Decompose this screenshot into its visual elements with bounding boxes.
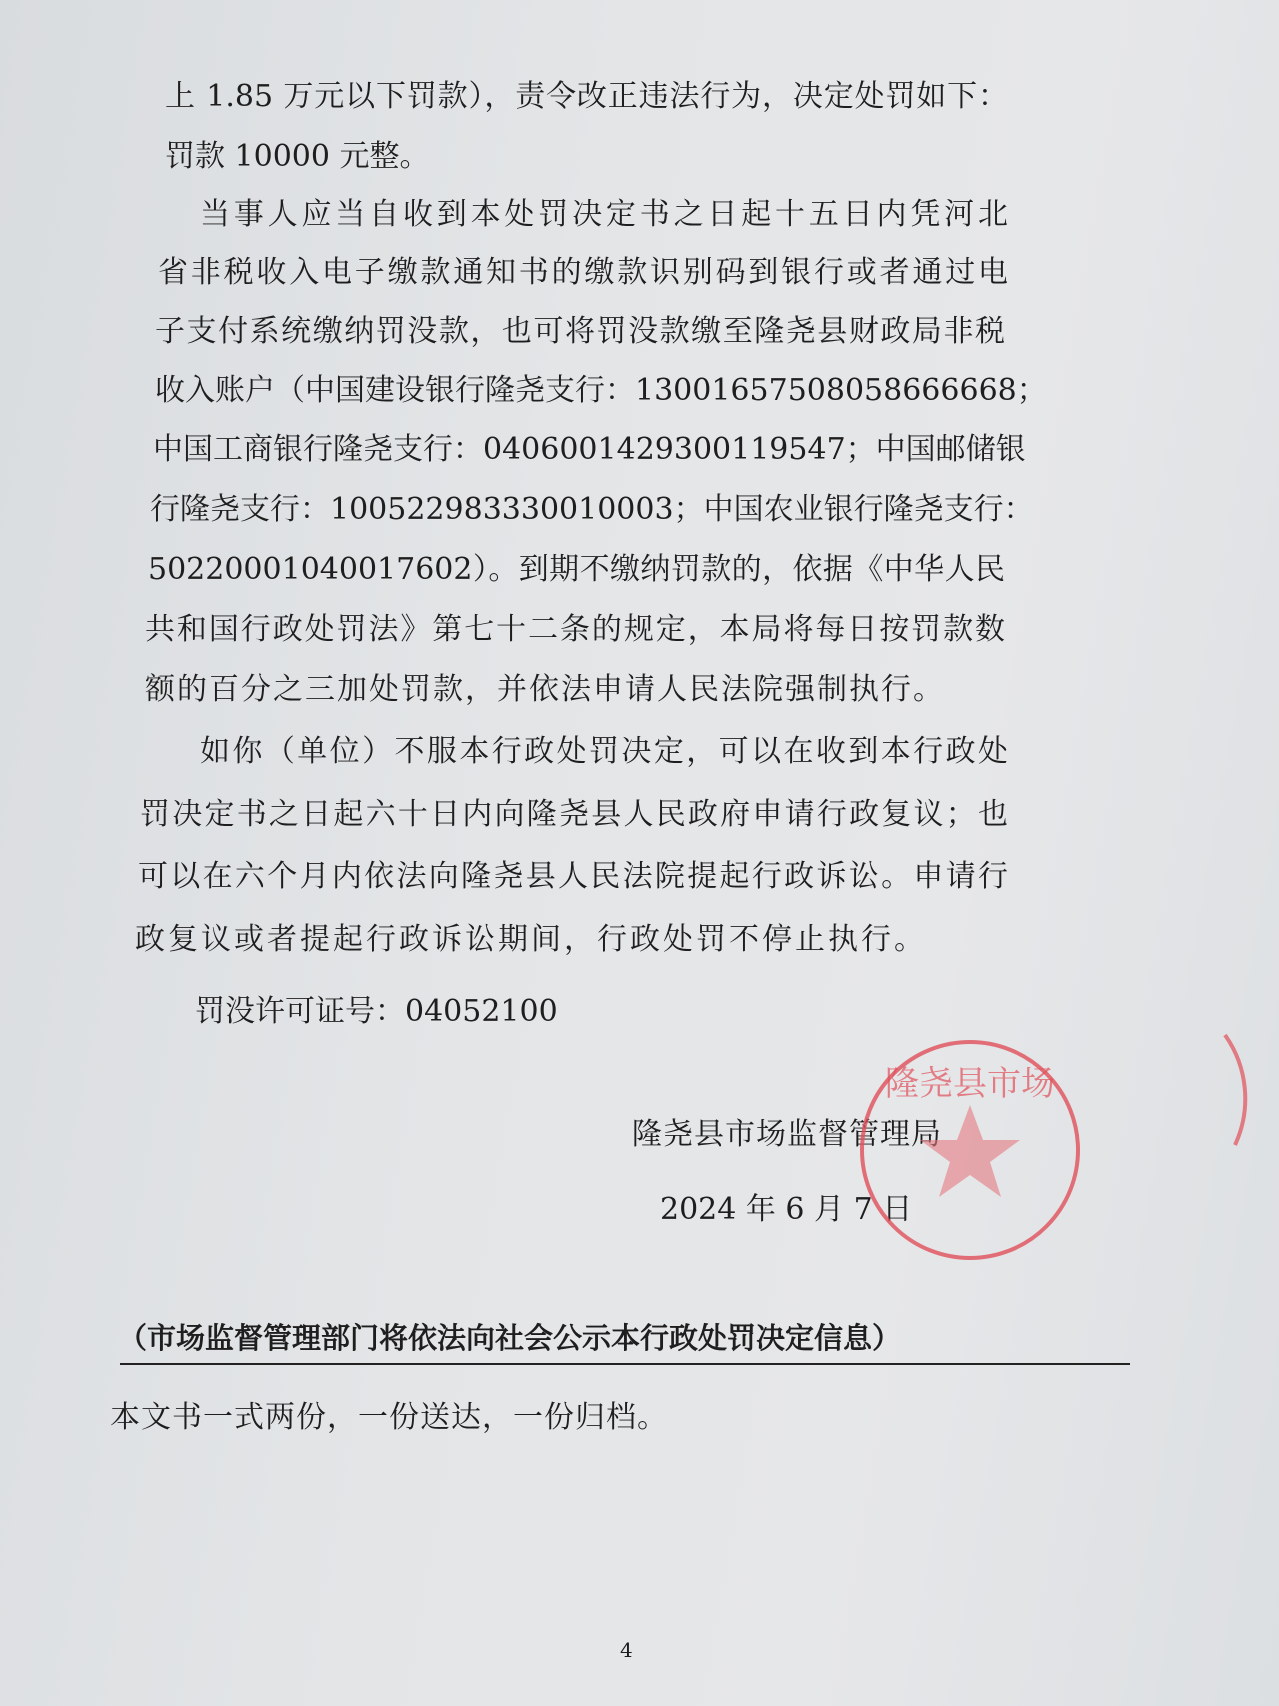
svg-text:隆尧县市场: 隆尧县市场: [885, 1064, 1055, 1104]
body-line: 可以在六个月内依法向隆尧县人民法院提起行政诉讼。申请行: [138, 859, 1008, 894]
signing-date: 2024 年 6 月 7 日: [660, 1192, 913, 1227]
official-seal: [855, 1035, 1085, 1265]
body-line: 共和国行政处罚法》第七十二条的规定，本局将每日按罚款数: [145, 612, 1005, 647]
body-line: 中国工商银行隆尧支行：0406001429300119547；中国邮储银: [153, 432, 1026, 467]
body-line: 50220001040017602）。到期不缴纳罚款的，依据《中华人民: [148, 552, 1005, 587]
body-line: 子支付系统缴纳罚没款，也可将罚没款缴至隆尧县财政局非税: [155, 314, 1005, 349]
publicity-notice: （市场监督管理部门将依法向社会公示本行政处罚决定信息）: [118, 1321, 902, 1355]
body-line: 罚款 10000 元整。: [165, 139, 430, 174]
body-line: 上 1.85 万元以下罚款），责令改正违法行为，决定处罚如下：: [165, 79, 1008, 114]
copies-note: 本文书一式两份，一份送达，一份归档。: [110, 1400, 668, 1435]
body-line: 政复议或者提起行政诉讼期间，行政处罚不停止执行。: [135, 922, 927, 957]
page-number: 4: [620, 1638, 633, 1662]
partial-seal: [1215, 1030, 1279, 1150]
body-line: 当事人应当自收到本处罚决定书之日起十五日内凭河北: [200, 197, 1008, 232]
body-line: 如你（单位）不服本行政处罚决定，可以在收到本行政处: [200, 734, 1008, 769]
signing-agency: 隆尧县市场监督管理局: [632, 1117, 942, 1152]
body-line: 行隆尧支行：100522983330010003；中国农业银行隆尧支行：: [150, 492, 1034, 527]
body-line: 额的百分之三加处罚款，并依法申请人民法院强制执行。: [145, 672, 945, 707]
body-line: 罚决定书之日起六十日内向隆尧县人民政府申请行政复议；也: [140, 797, 1008, 832]
body-line: 收入账户（中国建设银行隆尧支行：13001657508058666668；: [155, 373, 1047, 408]
divider: [120, 1363, 1130, 1365]
license-number: 罚没许可证号：04052100: [195, 994, 558, 1029]
body-line: 省非税收入电子缴款通知书的缴款识别码到银行或者通过电: [158, 255, 1008, 290]
